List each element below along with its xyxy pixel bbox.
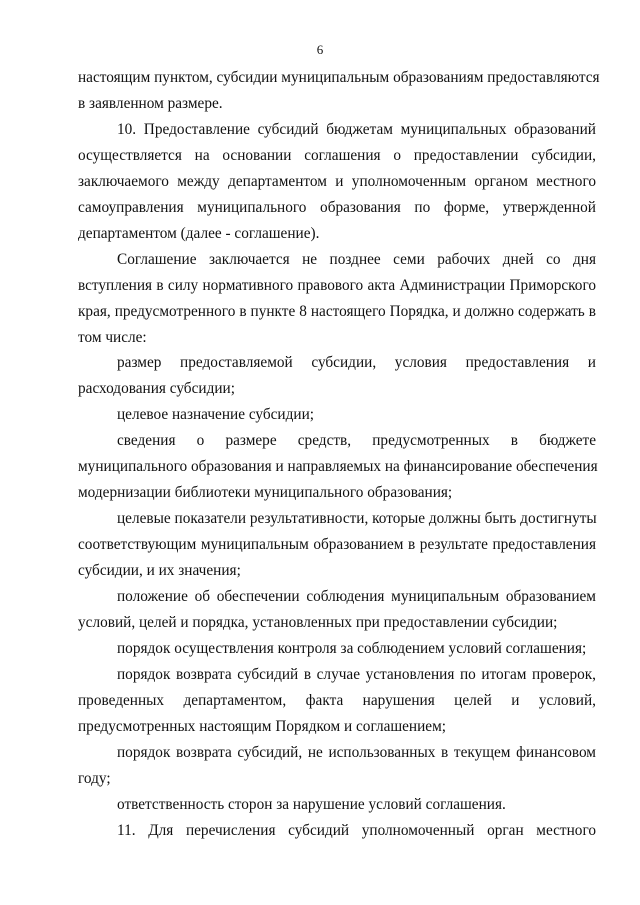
text-line: Соглашение заключается не позднее семи рабочих дней со дня [117,251,596,268]
text-line: порядок возврата субсидий в случае установления по итогам проверок, [117,666,596,683]
text-line: году; [78,770,111,787]
text-line: размер предоставляемой субсидии, условия предоставления и [117,354,596,371]
text-line: том числе: [78,329,147,346]
text-line: 10. Предоставление субсидий бюджетам муниципальных образований [117,121,596,138]
page-number: 6 [316,42,324,57]
text-line: сведения о размере средств, предусмотренных в бюджете [117,432,596,449]
text-line: целевое назначение субсидии; [117,406,315,423]
text-line: предусмотренных настоящим Порядком и соглашением; [78,718,447,735]
text-line: 11. Для перечисления субсидий уполномоченный орган местного [117,822,596,839]
text-line: вступления в силу нормативного правового акта Администрации Приморского [78,277,596,294]
text-line: субсидии, и их значения; [78,562,241,579]
text-line: департаментом (далее - соглашение). [78,225,320,242]
text-line: муниципального образования и направляемых на финансирование обеспечения [78,458,598,475]
text-line: порядок возврата субсидий, не использованных в текущем финансовом [117,744,596,761]
text-line: осуществляется на основании соглашения о предоставлении субсидии, [78,147,596,164]
text-line: проведенных департаментом, факта нарушения целей и условий, [78,692,596,709]
text-line: настоящим пунктом, субсидии муниципальным образованиям предоставляются [78,69,600,86]
text-line: соответствующим муниципальным образованием в результате предоставления [78,536,596,553]
text-line: ответственность сторон за нарушение условий соглашения. [117,796,506,813]
text-line: расходования субсидии; [78,380,235,397]
text-line: в заявленном размере. [78,95,223,112]
text-line: условий, целей и порядка, установленных при предоставлении субсидии; [78,614,558,631]
text-line: края, предусмотренного в пункте 8 настоящего Порядка, и должно содержать в [78,303,596,320]
text-line: самоуправления муниципального образования по форме, утвержденной [78,199,596,216]
text-line: целевые показатели результативности, которые должны быть достигнуты [117,510,597,527]
text-line: модернизации библиотеки муниципального образования; [78,484,453,501]
text-line: заключаемого между департаментом и уполномоченным органом местного [78,173,596,190]
text-line: порядок осуществления контроля за соблюдением условий соглашения; [117,640,587,657]
text-line: положение об обеспечении соблюдения муниципальным образованием [117,588,596,605]
